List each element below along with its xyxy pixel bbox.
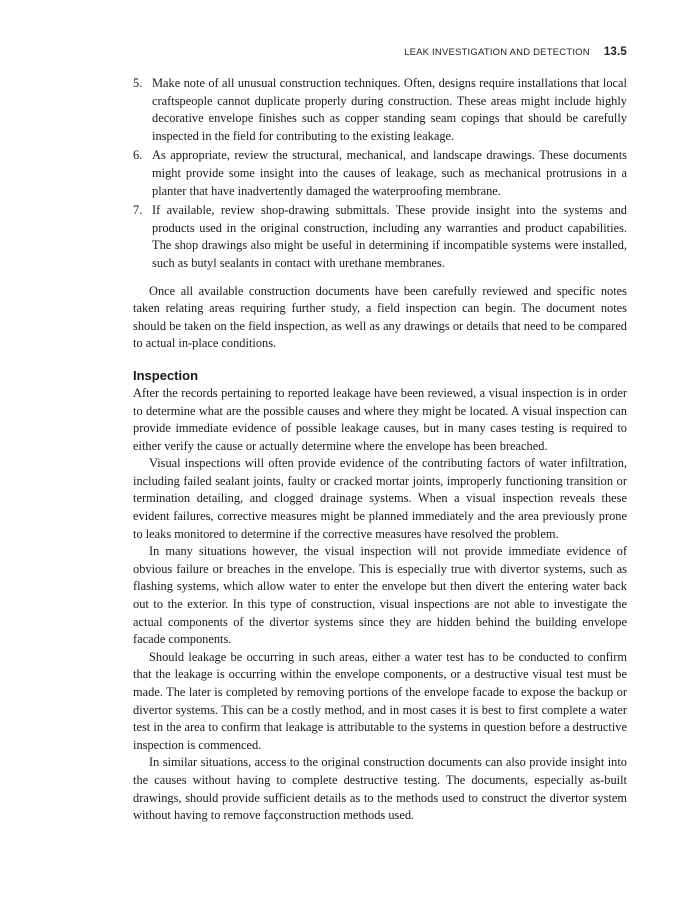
list-item: [133, 202, 627, 272]
numbered-list: [133, 75, 627, 273]
running-header: [404, 46, 627, 58]
section-paragraph: In similar situations, access to the original construction documents can also provide insight into the causes without having to complete destructive testing. The documents, especially as-built drawings, should provide sufficient details as to the methods used to construct the divertor system without having to remove façconstruction methods used.: [133, 755, 627, 823]
running-title: LEAK INVESTIGATION AND DETECTION: [404, 47, 590, 58]
section-heading: Inspection: [133, 367, 199, 383]
list-item-text: As appropriate, review the structural, mechanical, and landscape drawings. These documents might provide some insight into the causes of leakage, such as mechanical protrusions in a planter that have inadvertently damaged the waterproofing membrane.: [152, 148, 627, 198]
list-item-text: If available, review shop-drawing submittals. These provide insight into the systems and products used in the original construction, including any warranties and product capabilities. The shop drawings also might be useful in determining if incompatible systems were installed, such as butyl sealants in contact with urethane membranes.: [152, 203, 627, 270]
section-paragraph: Should leakage be occurring in such areas, either a water test has to be conducted to confirm that the leakage is occurring within the envelope components, or a destructive visual test must be made. The later is completed by removing portions of the envelope facade to expose the backup or divertor systems. This can be a costly method, and in most cases it is best to first complete a water test in the area to confirm that leakage is attributable to the systems in question before a destructive inspection is commenced.: [133, 649, 627, 752]
list-item-number: 5.: [133, 76, 143, 90]
list-item-number: 7.: [133, 203, 143, 218]
list-item-text: Make note of all unusual construction techniques. Often, designs require installations that local craftspeople cannot duplicate properly during construction. These areas might include highly decorative envelope finishes such as copper standing seam copings that should be carefully inspected in the field for contributing to the existing leakage.: [152, 76, 627, 143]
list-item: [133, 147, 627, 200]
list-item: [133, 75, 627, 145]
section-paragraph: After the records pertaining to reported leakage have been reviewed, a visual inspection is in order to determine what are the possible causes and where they might be located. A visual inspection can provide immediate evidence of possible leakage causes, but in many cases testing is required to either verify the cause or actually determine where the envelope has been breached.: [133, 385, 627, 453]
section-paragraph: Visual inspections will often provide evidence of the contributing factors of water infiltration, including failed sealant joints, faulty or cracked mortar joints, improperly functioning transition or termination detailing, and clogged drainage systems. When a visual inspection reveals these evident failures, corrective measures might be planned immediately and the area previously prone to leaks monitored to determine if the corrective measures have resolved the problem.: [133, 456, 627, 541]
body-text: [133, 75, 627, 825]
page-number: 13.5: [603, 46, 627, 58]
closing-paragraph: Once all available construction documents have been carefully reviewed and specific notes taken relating areas requiring further study, a field inspection can begin. The document notes should be taken on the field inspection, as well as any drawings or details that need to be compared to actual in-place conditions.: [133, 283, 627, 351]
section-paragraph: In many situations however, the visual inspection will not provide immediate evidence of obvious failure or breaches in the envelope. This is especially true with divertor systems, such as flashing systems, which allow water to enter the envelope but then divert the entering water back out to the exterior. In this type of construction, visual inspections are not able to investigate the actual components of the divertor systems since they are hidden behind the building envelope facade components.: [133, 544, 627, 647]
list-item-number: 6.: [133, 148, 143, 163]
